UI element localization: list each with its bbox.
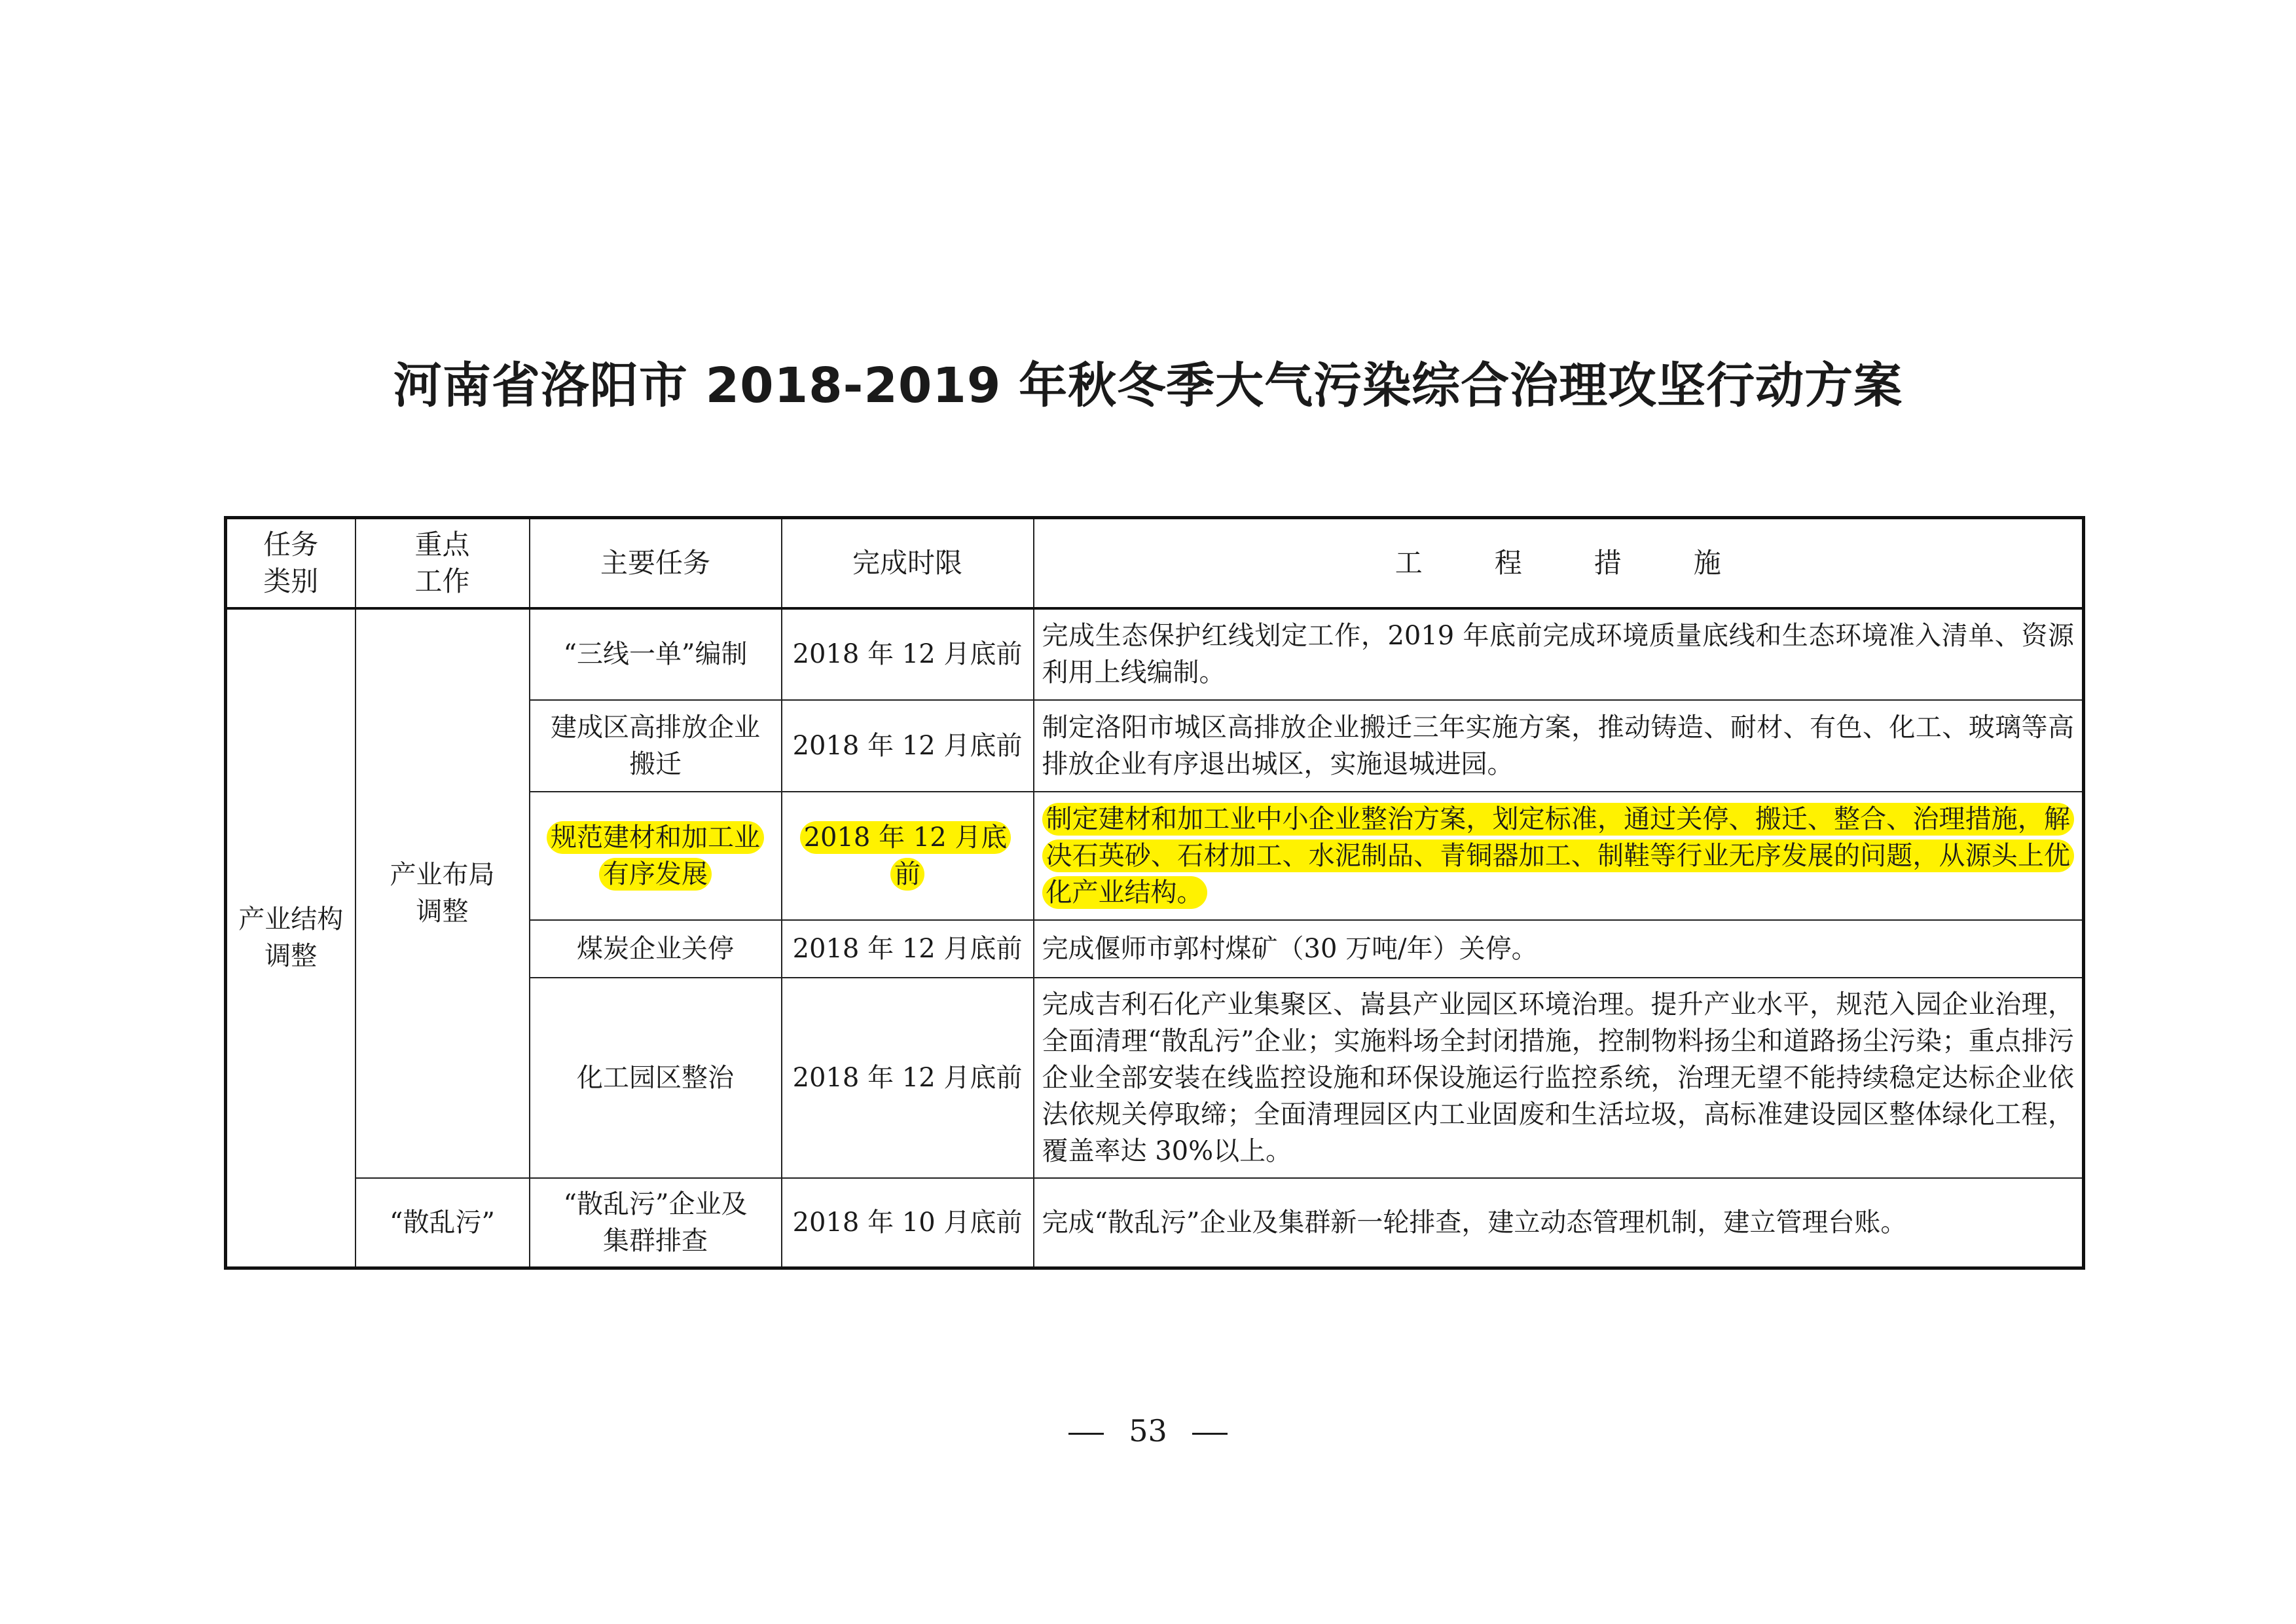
category-line1: 产业结构 — [238, 904, 344, 935]
task-cell — [530, 792, 782, 920]
measures-cell — [1034, 792, 2084, 920]
left-dash — [1068, 1433, 1104, 1435]
table-header-row — [226, 518, 2084, 608]
deadline-highlight: 2018 年 12 月底前 — [800, 821, 1011, 891]
task-line1: 建成区高排放企业 — [551, 712, 760, 743]
page-number: 53 — [1129, 1413, 1167, 1449]
focus-cell-layout — [355, 608, 530, 1178]
task-line2: 有序发展 — [603, 858, 708, 889]
header-category — [226, 518, 355, 608]
category-line2: 调整 — [264, 941, 318, 972]
page-number-footer — [0, 1413, 2296, 1449]
header-deadline: 完成时限 — [782, 518, 1034, 608]
header-focus-line1: 重点 — [414, 528, 470, 561]
measures-cell: 制定洛阳市城区高排放企业搬迁三年实施方案，推动铸造、耐材、有色、化工、玻璃等高排放企业有序退出城区，实施退城进园。 — [1034, 700, 2084, 792]
header-category-line2: 类别 — [263, 564, 319, 597]
header-focus-line2: 工作 — [414, 564, 470, 597]
page-title: 河南省洛阳市 2018-2019 年秋冬季大气污染综合治理攻坚行动方案 — [393, 358, 1903, 414]
task-cell: “三线一单”编制 — [530, 608, 782, 700]
measures-cell: 完成“散乱污”企业及集群新一轮排查，建立动态管理机制，建立管理台账。 — [1034, 1178, 2084, 1268]
task-cell: 煤炭企业关停 — [530, 920, 782, 978]
table-row — [226, 608, 2084, 700]
header-task: 主要任务 — [530, 518, 782, 608]
header-measures — [1034, 518, 2084, 608]
task-line2: 搬迁 — [629, 748, 682, 779]
task-cell — [530, 1178, 782, 1268]
task-cell — [530, 700, 782, 792]
deadline-cell: 2018 年 12 月底前 — [782, 978, 1034, 1178]
measures-cell: 完成吉利石化产业集聚区、嵩县产业园区环境治理。提升产业水平，规范入园企业治理，全面清理“散乱污”企业；实施料场全封闭措施，控制物料扬尘和道路扬尘污染；重点排污企业全部安装在线监控设施和环保设施运行监控系统，治理无望不能持续稳定达标企业依法依规关停取缔；全面清理园区内工业固废和生活垃圾，高标准建设园区整体绿化工程，覆盖率达 30%以上。 — [1034, 978, 2084, 1178]
measures-highlight: 制定建材和加工业中小企业整治方案，划定标准，通过关停、搬迁、整合、治理措施，解决石英砂、石材加工、水泥制品、青铜器加工、制鞋等行业无序发展的问题，从源头上优化产业结构。 — [1042, 803, 2075, 909]
task-highlight — [547, 821, 764, 891]
category-cell — [226, 608, 355, 1268]
deadline-cell: 2018 年 12 月底前 — [782, 700, 1034, 792]
header-measures-label: 工程措施 — [1394, 546, 1793, 579]
task-line1: 规范建材和加工业 — [551, 822, 760, 853]
table-row — [226, 1178, 2084, 1268]
measures-cell: 完成偃师市郭村煤矿（30 万吨/年）关停。 — [1034, 920, 2084, 978]
task-line1: “散乱污”企业及 — [563, 1189, 748, 1219]
action-plan-table — [224, 516, 2085, 1270]
focus-layout-line2: 调整 — [416, 896, 469, 927]
deadline-cell: 2018 年 10 月底前 — [782, 1178, 1034, 1268]
measures-cell: 完成生态保护红线划定工作，2019 年底前完成环境质量底线和生态环境准入清单、资源利用上线编制。 — [1034, 608, 2084, 700]
focus-cell-sanluanwu: “散乱污” — [355, 1178, 530, 1268]
deadline-cell: 2018 年 12 月底前 — [782, 608, 1034, 700]
deadline-cell: 2018 年 12 月底前 — [782, 920, 1034, 978]
task-line2: 集群排查 — [603, 1225, 708, 1256]
deadline-cell — [782, 792, 1034, 920]
header-category-line1: 任务 — [263, 528, 319, 561]
focus-layout-line1: 产业布局 — [390, 860, 495, 890]
right-dash — [1192, 1433, 1228, 1435]
header-focus — [355, 518, 530, 608]
task-cell: 化工园区整治 — [530, 978, 782, 1178]
